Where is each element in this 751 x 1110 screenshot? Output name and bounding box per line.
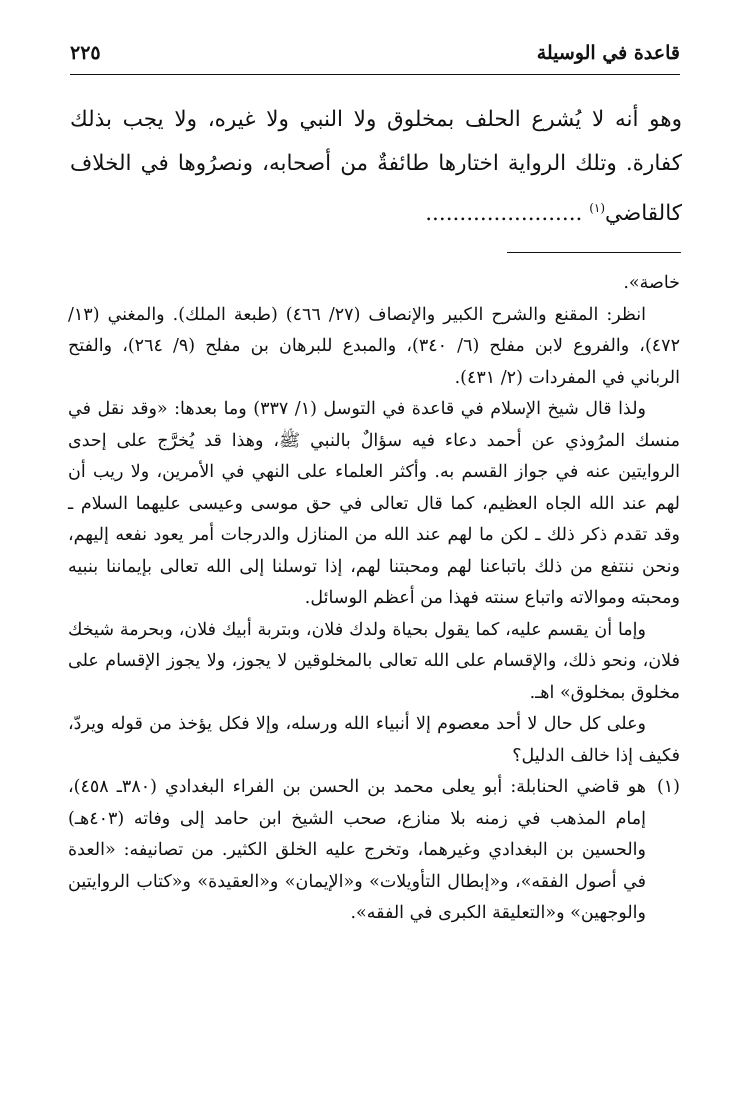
- footnote-continuation: خاصة».: [623, 273, 680, 293]
- footnote-reference: (١): [589, 201, 606, 215]
- header-title: قاعدة في الوسيلة: [536, 42, 680, 64]
- footnote-separator: [507, 252, 681, 253]
- remark-paragraph: وعلى كل حال لا أحد معصوم إلا أنبياء الله ورسله، وإلا فكل يؤخذ من قوله ويردّ، فكيف إذا خالف الدليل؟: [68, 714, 680, 766]
- continuation-dots: .......................: [425, 201, 583, 227]
- main-paragraph: [70, 98, 682, 236]
- footnote-1: [68, 772, 680, 930]
- footnote-1-text: هو قاضي الحنابلة: أبو يعلى محمد بن الحسن بن الفراء البغدادي (٣٨٠ـ ٤٥٨)، إمام المذهب في زمنه بلا منازع، صحب الشيخ ابن حامد إلى وفاته (٤٠٣هـ) والحسين بن البغدادي وغيرهما، وتخرج عليه الخلق الكثير. من تصانيفه: «العدة في أصول الفقه»، و«إبطال التأويلات» و«الإيمان» و«العقيدة» و«كتاب الروايتين والوجهين» و«التعليقة الكبرى في الفقه».: [68, 777, 646, 923]
- quote-paragraph-2: وإما أن يقسم عليه، كما يقول بحياة ولدك فلان، وبتربة أبيك فلان، وبحرمة شيخك فلان، ونحو ذلك، والإقسام على الله تعالى بالمخلوقين لا يجوز، ولا يجوز الإقسام على مخلوق بمخلوق» اهـ.: [68, 619, 680, 703]
- references-paragraph: انظر: المقنع والشرح الكبير والإنصاف (٢٧/ ٤٦٦) (طبعة الملك). والمغني (١٣/ ٤٧٢)، والفروع لابن مفلح (٦/ ٣٤٠)، والمبدع للبرهان بن مفلح (٩/ ٢٦٤)، والفتح الرباني في المفردات (٢/ ٤٣١).: [68, 304, 680, 388]
- main-text: [70, 98, 682, 236]
- page-number: ٢٢٥: [70, 42, 101, 64]
- main-paragraph-text: وهو أنه لا يُشرع الحلف بمخلوق ولا النبي ولا غيره، ولا يجب بذلك كفارة. وتلك الرواية اختارها طائفةٌ من أصحابه، ونصرُوها في الخلاف كالقاضي: [70, 107, 682, 227]
- footnotes-section: [68, 268, 680, 930]
- footnote-1-number: (١): [656, 777, 680, 797]
- running-header: [70, 40, 680, 75]
- quote-paragraph-1: ولذا قال شيخ الإسلام في قاعدة في التوسل (١/ ٣٣٧) وما بعدها: «وقد نقل في منسك المرُوذي عن أحمد دعاء فيه سؤالٌ بالنبي ﷺ، وهذا قد يُخرَّج على إحدى الروايتين عنه في جواز القسم به. وأكثر العلماء على النهي في الأمرين، ولا ريب أن لهم عند الله الجاه العظيم، كما قال تعالى في حق موسى وعيسى عليهما السلام ـ وقد تقدم ذكر ذلك ـ لكن ما لهم عند الله من المنازل والدرجات أمر يعود نفعه إليهم، ونحن ننتفع من ذلك باتباعنا لهم ومحبتنا لهم، إذا توسلنا إلى الله تعالى بإيماننا بنبيه ومحبته وموالاته واتباع سنته فهذا من أعظم الوسائل.: [68, 399, 680, 608]
